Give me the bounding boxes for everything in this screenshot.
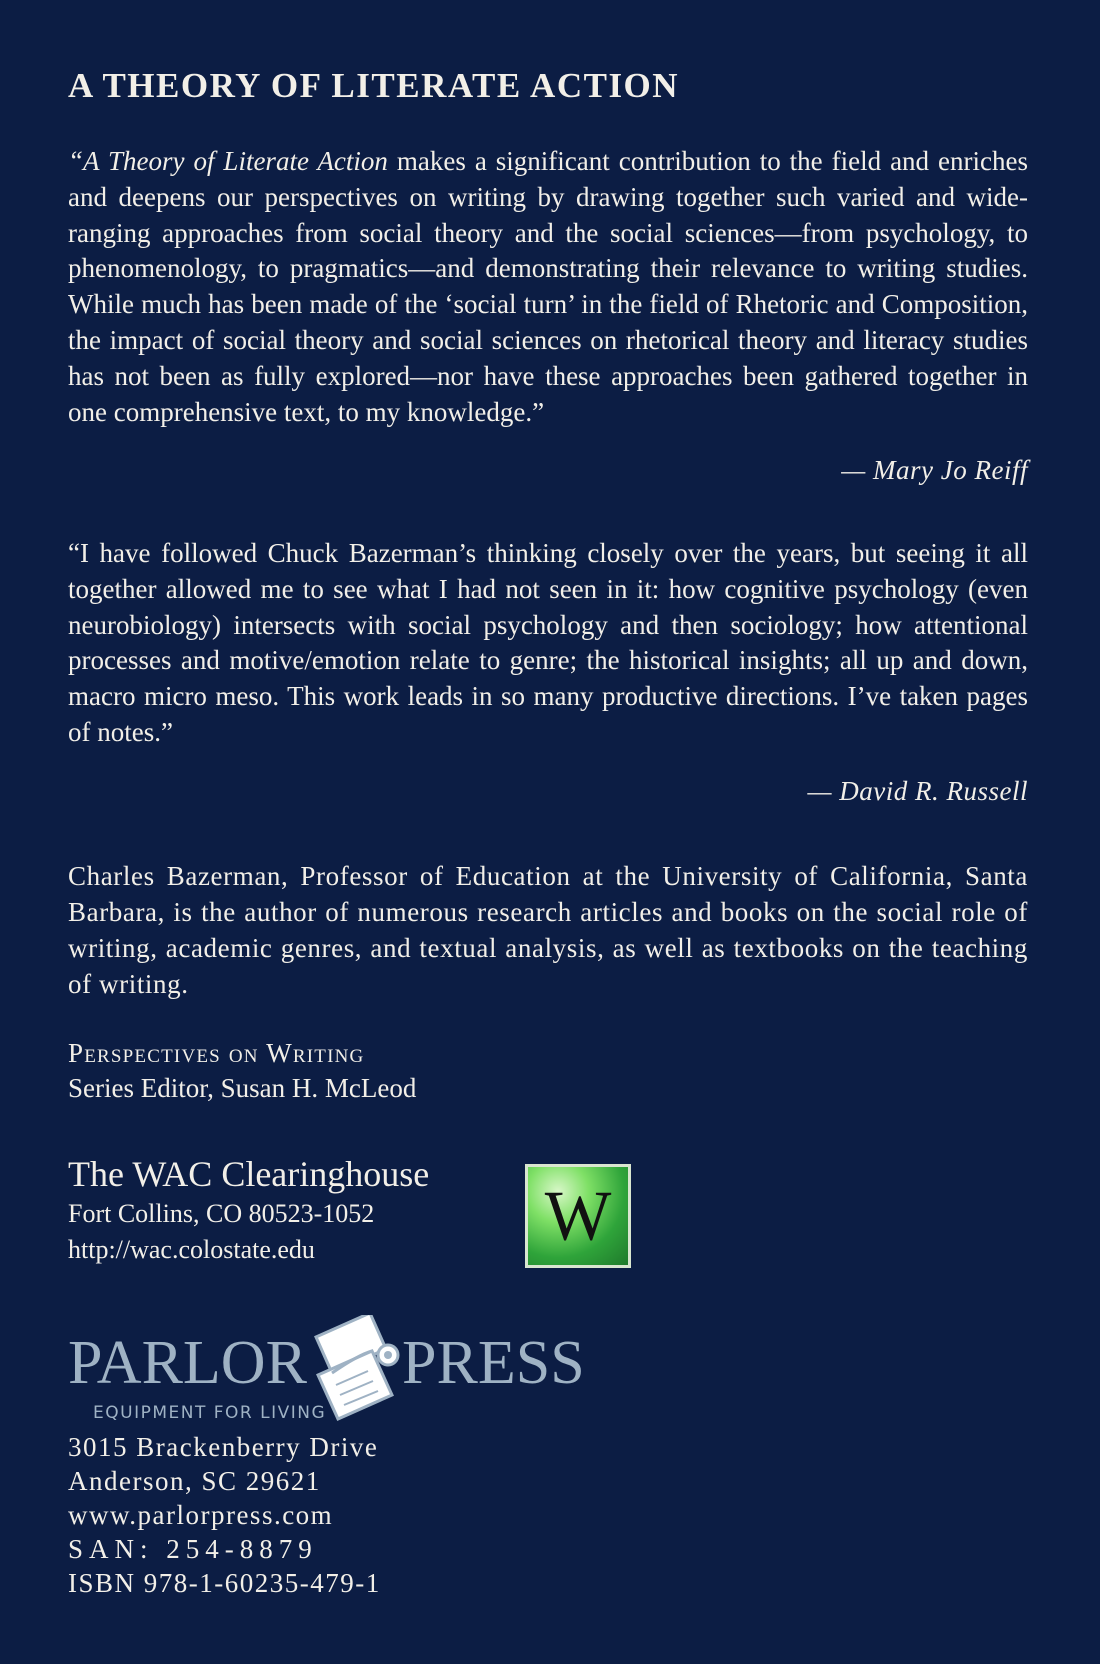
parlor-san: SAN: 254-8879 bbox=[68, 1534, 318, 1564]
blurb-russell: “I have followed Chuck Bazerman’s thinking closely over the years, but seeing it all together allowed me to see what I had not seen in it: how cognitive psychology (even neurobiology) intersects with social psychology and then sociology; how attentional processes and motive/emotion relate to genre; the historical insights; all up and down, macro micro meso. This work leads in so many productive directions. I’ve taken pages of notes.” bbox=[68, 538, 1028, 747]
blurb-reiff-attribution: — Mary Jo Reiff bbox=[841, 455, 1028, 485]
parlor-tagline: EQUIPMENT FOR LIVING bbox=[93, 1403, 327, 1423]
book-title: A THEORY OF LITERATE ACTION bbox=[68, 66, 680, 105]
wac-url: http://wac.colostate.edu bbox=[68, 1235, 315, 1264]
blurb-reiff-text: makes a significant contribution to the field and enriches and deepens our perspectives on writing by drawing together such varied and wide-ranging approaches from social theory and the social sciences—from psychology, to phenomenology, to pragmatics—and demonstrating their relevance to writing studies. While much has been made of the ‘social turn’ in the field of Rhetoric and Composition, the impact of social theory and social sciences on rhetorical theory and literacy studies has not been as fully explored—nor have these approaches been gathered together in one comprehensive text, to my knowledge.” bbox=[68, 146, 1028, 427]
parlor-press-info bbox=[68, 1430, 381, 1600]
wac-logo-letter: W bbox=[544, 1177, 612, 1256]
parlor-url: www.parlorpress.com bbox=[68, 1500, 334, 1530]
author-bio: Charles Bazerman, Professor of Education at the University of California, Santa Barbara, is the author of numerous research articles and books on the social role of writing, academic genres, and textual analysis, as well as textbooks on the teaching of writing. bbox=[68, 861, 1028, 999]
parlor-press-logo-icon bbox=[68, 1315, 628, 1425]
blurb-reiff bbox=[68, 144, 1028, 430]
wac-publisher bbox=[68, 1152, 429, 1268]
parlor-press-logo bbox=[68, 1315, 628, 1425]
wac-city: Fort Collins, CO 80523-1052 bbox=[68, 1199, 375, 1228]
blurb-russell-attribution: — David R. Russell bbox=[807, 776, 1028, 806]
wac-logo bbox=[525, 1164, 631, 1268]
parlor-address-line-1: 3015 Brackenberry Drive bbox=[68, 1432, 379, 1462]
parlor-address-line-2: Anderson, SC 29621 bbox=[68, 1466, 321, 1496]
series-editor: Series Editor, Susan H. McLeod bbox=[68, 1073, 417, 1103]
isbn: ISBN 978-1-60235-479-1 bbox=[68, 1568, 381, 1598]
parlor-logo-right: PRESS bbox=[402, 1329, 585, 1397]
series-info bbox=[68, 1036, 416, 1106]
scroll-icon bbox=[316, 1315, 398, 1419]
blurb-reiff-book-title: “A Theory of Literate Action bbox=[68, 146, 388, 176]
wac-name: The WAC Clearinghouse bbox=[68, 1154, 430, 1194]
series-name: Perspectives on Writing bbox=[68, 1038, 365, 1068]
parlor-logo-left: PARLOR bbox=[68, 1329, 307, 1397]
wac-logo-icon bbox=[528, 1167, 628, 1265]
